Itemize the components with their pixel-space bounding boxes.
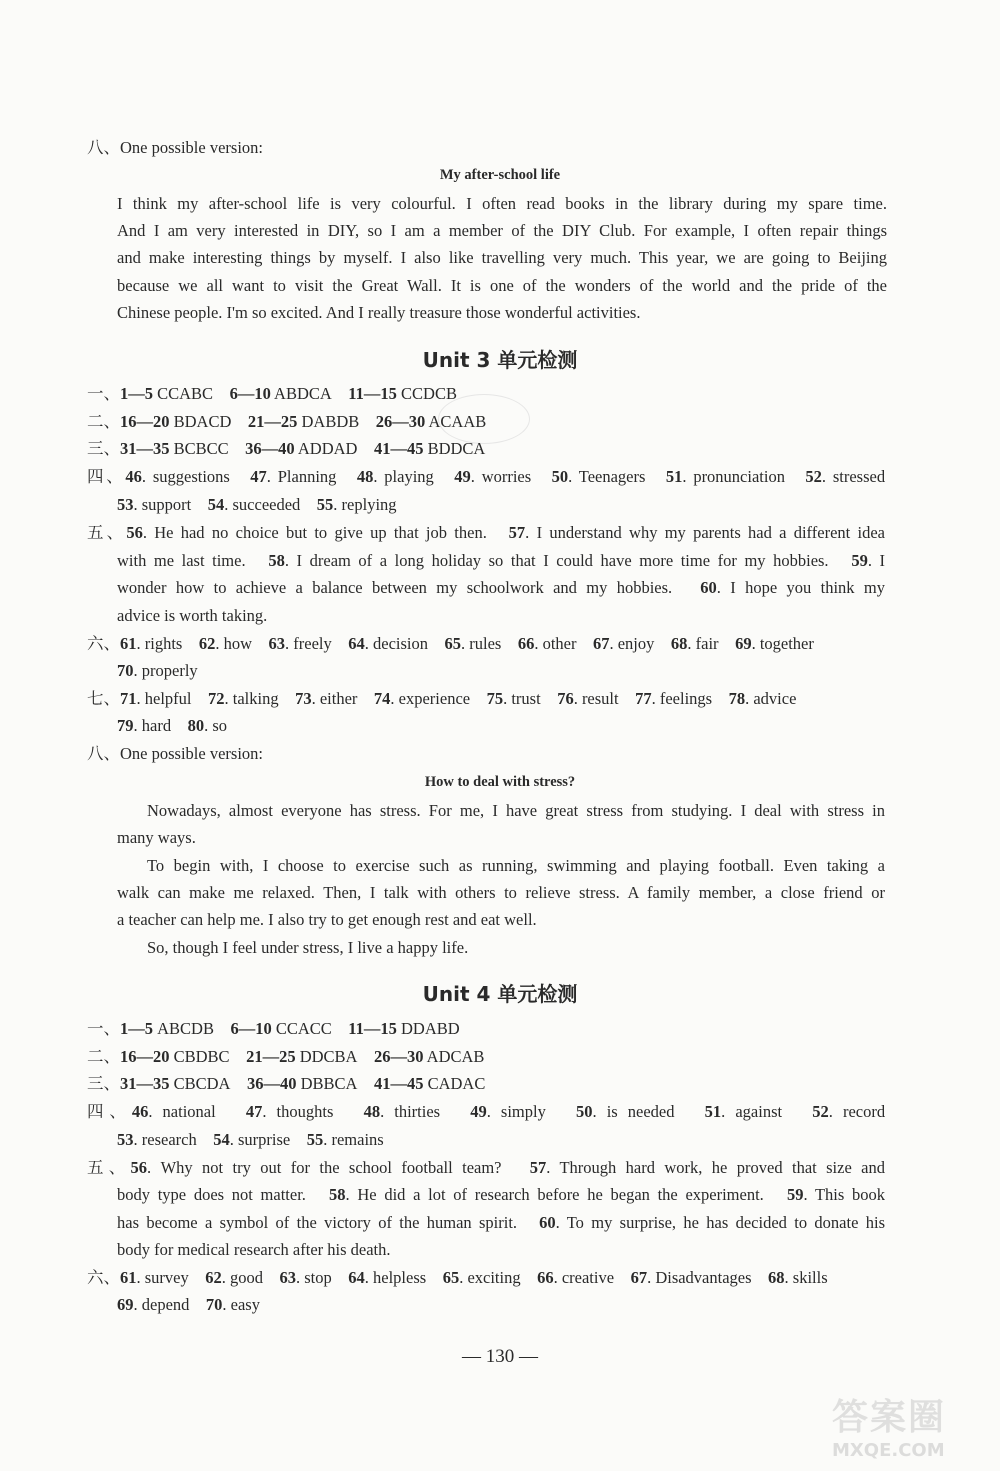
unit4-section-1: 一、1—5 ABCDB 6—10 CCACC 11—15 DDABD [87, 1019, 460, 1038]
essay-line: a teacher can help me. I also try to get enough rest and eat well. [117, 910, 537, 929]
unit4-section-5: 五、56. Why not try out for the school football team? 57. Through hard work, he proved that size and [87, 1158, 886, 1177]
watermark-url: MXQE.COM [832, 1440, 945, 1461]
page-number: — 130 — [462, 1346, 538, 1367]
essay-line: And I am very interested in DIY, so I am a member of the DIY Club. For example, I often repair things [117, 221, 887, 240]
unit3-section-5-line: wonder how to achieve a balance between my schoolwork and my hobbies. 60. I hope you think my [117, 578, 885, 597]
unit3-section-5-line: with me last time. 58. I dream of a long holiday so that I could have more time for my hobbies. 59. I [117, 551, 886, 570]
essay-line: walk can make me relaxed. Then, I talk with others to relieve stress. A family member, a close friend or [117, 883, 885, 902]
unit3-section-5-line: advice is worth taking. [117, 606, 268, 625]
essay-line: So, though I feel under stress, I live a happy life. [147, 938, 469, 957]
essay-line: because we all want to visit the Great Wall. It is one of the wonders of the world and the pride of the [117, 276, 887, 295]
essay-line: To begin with, I choose to exercise such as running, swimming and playing football. Even taking a [147, 856, 885, 875]
essay-line: Chinese people. I'm so excited. And I really treasure those wonderful activities. [117, 303, 641, 322]
essay-line: I think my after-school life is very colourful. I often read books in the library during my spare time. [117, 194, 887, 213]
watermark-logo-text: 答案圈 [832, 1397, 947, 1438]
unit4-section-5-line: has become a symbol of the victory of the human spirit. 60. To my surprise, he has decided to donate his [117, 1213, 885, 1232]
faint-stamp-mark [438, 394, 530, 444]
unit4-section-6-cont: 69. depend 70. easy [117, 1295, 260, 1314]
unit4-section-3: 三、31—35 CBCDA 36—40 DBBCA 41—45 CADAC [87, 1074, 486, 1093]
unit4-section-2: 二、16—20 CBDBC 21—25 DDCBA 26—30 ADCAB [87, 1047, 485, 1066]
unit3-heading: Unit 3 单元检测 [422, 348, 578, 372]
unit4-section-6: 六、61. survey 62. good 63. stop 64. helpless 65. exciting 66. creative 67. Disadvantages 68. skills [87, 1268, 828, 1287]
essay-line: Nowadays, almost everyone has stress. For me, I have great stress from studying. I deal with stress in [147, 801, 885, 820]
unit3-section-1: 一、1—5 CCABC 6—10 ABDCA 11—15 CCDCB [87, 384, 457, 403]
watermark-logo [832, 1389, 982, 1459]
unit3-section-6: 六、61. rights 62. how 63. freely 64. decision 65. rules 66. other 67. enjoy 68. fair 69. together [87, 634, 814, 653]
unit3-section-6-cont: 70. properly [117, 661, 198, 680]
unit3-section-3: 三、31—35 BCBCC 36—40 ADDAD 41—45 BDDCA [87, 439, 486, 458]
essay-line: and make interesting things by myself. I also like travelling very much. This year, we are going to Beijing [117, 248, 887, 267]
essay-title: My after-school life [439, 167, 561, 183]
unit3-essay-intro: 八、One possible version: [87, 744, 263, 763]
unit4-section-4-cont: 53. research 54. surprise 55. remains [117, 1130, 384, 1149]
unit3-section-5: 五、56. He had no choice but to give up that job then. 57. I understand why my parents had a different idea [87, 523, 885, 542]
unit4-section-5-line: body for medical research after his death. [117, 1240, 391, 1259]
unit3-section-4: 四、46. suggestions 47. Planning 48. playing 49. worries 50. Teenagers 51. pronunciation 52. stressed [87, 467, 886, 486]
essay-line: many ways. [117, 828, 196, 847]
unit3-section-7: 七、71. helpful 72. talking 73. either 74. experience 75. trust 76. result 77. feelings 78. advice [87, 689, 797, 708]
unit4-section-5-line: body type does not matter. 58. He did a lot of research before he began the experiment. 59. This book [117, 1185, 886, 1204]
unit3-section-7-cont: 79. hard 80. so [117, 716, 227, 735]
essay-intro: 八、One possible version: [87, 138, 263, 157]
unit4-heading: Unit 4 单元检测 [422, 982, 578, 1006]
unit4-section-4: 四、46. national 47. thoughts 48. thirties 49. simply 50. is needed 51. against 52. record [87, 1102, 886, 1121]
unit3-section-4-cont: 53. support 54. succeeded 55. replying [117, 495, 397, 514]
unit3-section-2: 二、16—20 BDACD 21—25 DABDB 26—30 ACAAB [87, 412, 487, 431]
unit3-essay-title: How to deal with stress? [424, 774, 576, 790]
